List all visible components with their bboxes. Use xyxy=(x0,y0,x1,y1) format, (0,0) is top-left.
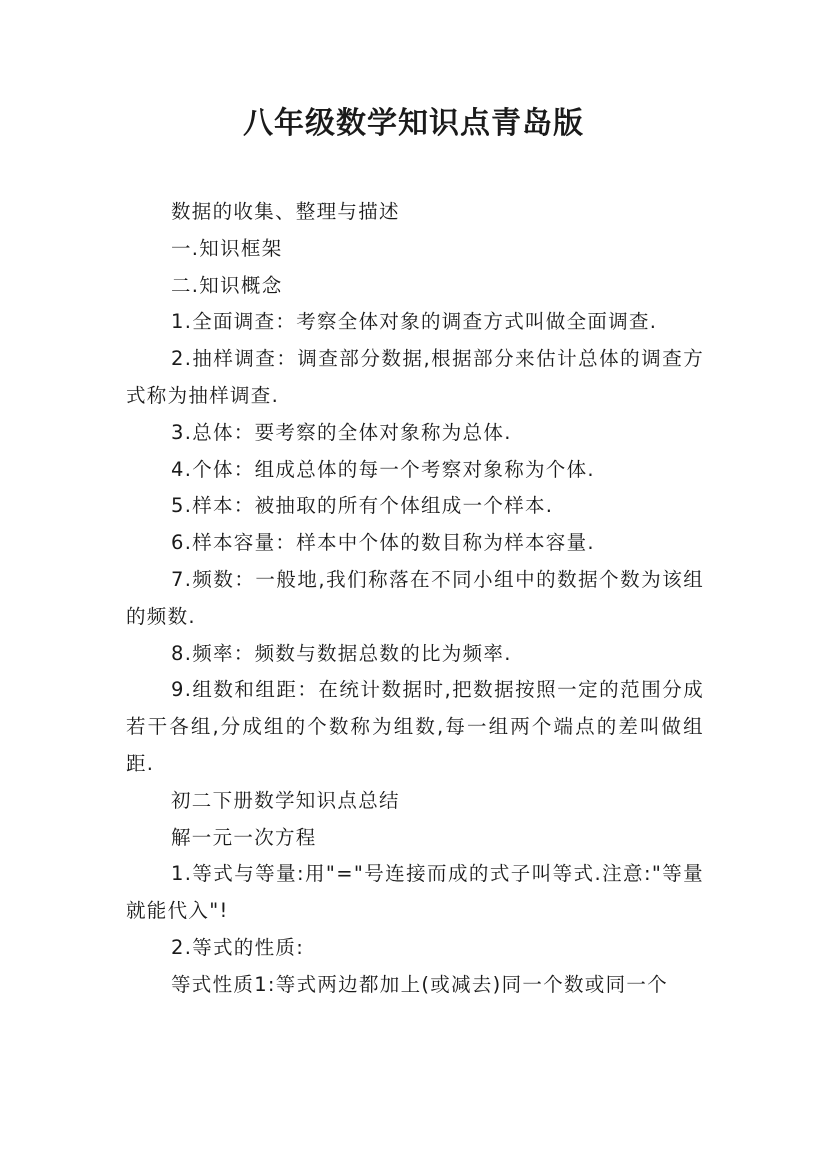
paragraph-frequency-count: 7.频数：一般地,我们称落在不同小组中的数据个数为该组的频数. xyxy=(126,567,704,628)
section-knowledge-concepts: 二.知识概念 xyxy=(171,273,283,297)
paragraph-class-number-width: 9.组数和组距：在统计数据时,把数据按照一定的范围分成若干各组,分成组的个数称为组数,每一组两个端点的差叫做组距. xyxy=(126,678,704,775)
heading-linear-equation: 解一元一次方程 xyxy=(171,825,317,849)
paragraph-equation-definition: 1.等式与等量:用"="号连接而成的式子叫等式.注意:"等量就能代入"! xyxy=(126,862,704,923)
paragraph-equation-properties: 2.等式的性质: xyxy=(171,935,305,959)
paragraph-sampling-survey: 2.抽样调查：调查部分数据,根据部分来估计总体的调查方式称为抽样调查. xyxy=(126,347,704,407)
paragraph-equation-property-1: 等式性质1:等式两边都加上(或减去)同一个数或同一个 xyxy=(171,972,668,996)
heading-data-collection: 数据的收集、整理与描述 xyxy=(171,200,400,223)
paragraph-individual: 4.个体：组成总体的每一个考察对象称为个体. xyxy=(171,457,595,481)
paragraph-sample-size: 6.样本容量：样本中个体的数目称为样本容量. xyxy=(171,531,595,555)
document-body xyxy=(126,194,704,1004)
paragraph-sample: 5.样本：被抽取的所有个体组成一个样本. xyxy=(171,494,554,518)
paragraph-frequency-rate: 8.频率：频数与数据总数的比为频率. xyxy=(171,641,512,665)
section-knowledge-framework: 一.知识框架 xyxy=(171,236,283,260)
paragraph-census: 1.全面调查：考察全体对象的调查方式叫做全面调查. xyxy=(171,310,658,334)
document-title: 八年级数学知识点青岛版 xyxy=(243,106,584,141)
paragraph-population: 3.总体：要考察的全体对象称为总体. xyxy=(171,420,512,444)
heading-grade8-summary: 初二下册数学知识点总结 xyxy=(171,788,400,812)
